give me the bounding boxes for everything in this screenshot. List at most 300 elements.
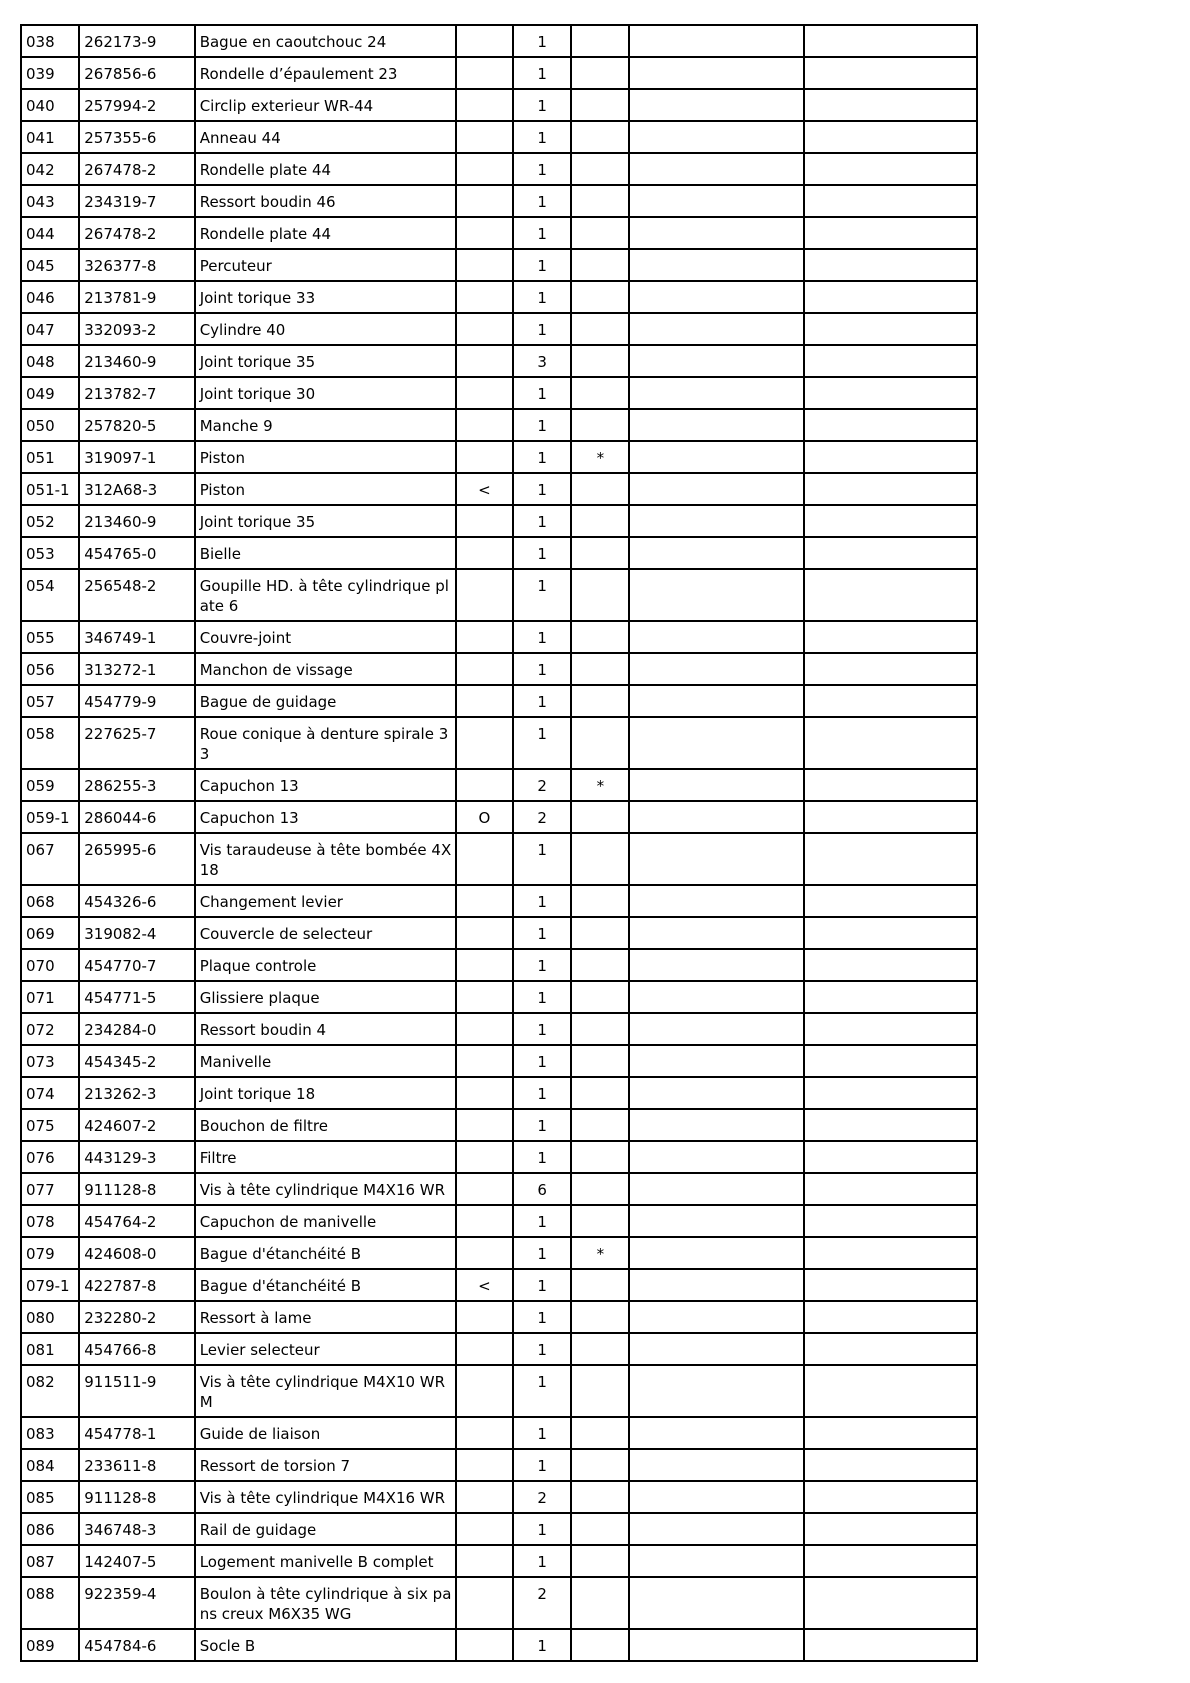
description-cell: Cylindre 40: [195, 313, 456, 345]
table-row: [21, 1141, 977, 1173]
empty-cell: [629, 537, 804, 569]
item-number-cell: 049: [21, 377, 79, 409]
quantity-cell: 1: [513, 1301, 571, 1333]
option-mark-cell: [456, 313, 513, 345]
item-number-cell: 086: [21, 1513, 79, 1545]
option-mark-cell: [456, 409, 513, 441]
option-mark-cell: [456, 505, 513, 537]
item-number-cell: 078: [21, 1205, 79, 1237]
note-mark-cell: [571, 981, 629, 1013]
quantity-cell: 2: [513, 801, 571, 833]
part-number-cell: 286044-6: [79, 801, 194, 833]
part-number-cell: 213460-9: [79, 345, 194, 377]
part-number-cell: 454764-2: [79, 1205, 194, 1237]
item-number-cell: 042: [21, 153, 79, 185]
part-number-cell: 319082-4: [79, 917, 194, 949]
description-cell: Couvercle de selecteur: [195, 917, 456, 949]
note-mark-cell: *: [571, 441, 629, 473]
item-number-cell: 044: [21, 217, 79, 249]
empty-cell: [804, 885, 977, 917]
note-mark-cell: *: [571, 1237, 629, 1269]
quantity-cell: 1: [513, 377, 571, 409]
description-cell: Logement manivelle B complet: [195, 1545, 456, 1577]
empty-cell: [629, 313, 804, 345]
part-number-cell: 142407-5: [79, 1545, 194, 1577]
note-mark-cell: [571, 57, 629, 89]
item-number-cell: 046: [21, 281, 79, 313]
description-cell: Joint torique 18: [195, 1077, 456, 1109]
empty-cell: [629, 1449, 804, 1481]
item-number-cell: 069: [21, 917, 79, 949]
option-mark-cell: [456, 121, 513, 153]
quantity-cell: 6: [513, 1173, 571, 1205]
description-cell: Capuchon 13: [195, 769, 456, 801]
empty-cell: [629, 1205, 804, 1237]
quantity-cell: 1: [513, 949, 571, 981]
table-row: [21, 89, 977, 121]
part-number-cell: 267478-2: [79, 217, 194, 249]
option-mark-cell: [456, 949, 513, 981]
table-row: [21, 1301, 977, 1333]
table-row: [21, 473, 977, 505]
table-row: [21, 685, 977, 717]
empty-cell: [629, 217, 804, 249]
empty-cell: [629, 1077, 804, 1109]
empty-cell: [629, 1237, 804, 1269]
table-row: [21, 981, 977, 1013]
empty-cell: [804, 981, 977, 1013]
quantity-cell: 1: [513, 1417, 571, 1449]
empty-cell: [804, 1449, 977, 1481]
empty-cell: [804, 313, 977, 345]
table-row: [21, 917, 977, 949]
quantity-cell: 1: [513, 121, 571, 153]
quantity-cell: 1: [513, 1109, 571, 1141]
empty-cell: [804, 249, 977, 281]
table-row: [21, 717, 977, 769]
table-row: [21, 1449, 977, 1481]
part-number-cell: 424607-2: [79, 1109, 194, 1141]
part-number-cell: 227625-7: [79, 717, 194, 769]
empty-cell: [629, 377, 804, 409]
empty-cell: [629, 949, 804, 981]
empty-cell: [804, 121, 977, 153]
table-row: [21, 1629, 977, 1661]
option-mark-cell: [456, 1365, 513, 1417]
item-number-cell: 056: [21, 653, 79, 685]
option-mark-cell: [456, 1449, 513, 1481]
option-mark-cell: [456, 833, 513, 885]
note-mark-cell: [571, 1449, 629, 1481]
part-number-cell: 911128-8: [79, 1173, 194, 1205]
option-mark-cell: [456, 1333, 513, 1365]
part-number-cell: 256548-2: [79, 569, 194, 621]
item-number-cell: 084: [21, 1449, 79, 1481]
description-cell: Percuteur: [195, 249, 456, 281]
note-mark-cell: *: [571, 769, 629, 801]
note-mark-cell: [571, 153, 629, 185]
note-mark-cell: [571, 537, 629, 569]
option-mark-cell: [456, 217, 513, 249]
table-row: [21, 1545, 977, 1577]
table-row: [21, 121, 977, 153]
empty-cell: [804, 281, 977, 313]
description-cell: Capuchon 13: [195, 801, 456, 833]
empty-cell: [804, 949, 977, 981]
empty-cell: [629, 25, 804, 57]
empty-cell: [629, 569, 804, 621]
note-mark-cell: [571, 949, 629, 981]
item-number-cell: 083: [21, 1417, 79, 1449]
table-row: [21, 949, 977, 981]
item-number-cell: 050: [21, 409, 79, 441]
option-mark-cell: [456, 1045, 513, 1077]
part-number-cell: 454779-9: [79, 685, 194, 717]
table-row: [21, 1417, 977, 1449]
empty-cell: [804, 1237, 977, 1269]
empty-cell: [804, 621, 977, 653]
quantity-cell: 1: [513, 505, 571, 537]
empty-cell: [804, 917, 977, 949]
description-cell: Bague en caoutchouc 24: [195, 25, 456, 57]
empty-cell: [629, 473, 804, 505]
part-number-cell: 319097-1: [79, 441, 194, 473]
quantity-cell: 1: [513, 57, 571, 89]
note-mark-cell: [571, 473, 629, 505]
part-number-cell: 332093-2: [79, 313, 194, 345]
part-number-cell: 454784-6: [79, 1629, 194, 1661]
description-cell: Ressort de torsion 7: [195, 1449, 456, 1481]
part-number-cell: 213782-7: [79, 377, 194, 409]
table-row: [21, 1481, 977, 1513]
option-mark-cell: [456, 621, 513, 653]
quantity-cell: 1: [513, 25, 571, 57]
part-number-cell: 326377-8: [79, 249, 194, 281]
quantity-cell: 1: [513, 1077, 571, 1109]
empty-cell: [629, 249, 804, 281]
quantity-cell: 1: [513, 153, 571, 185]
option-mark-cell: [456, 769, 513, 801]
empty-cell: [629, 1301, 804, 1333]
note-mark-cell: [571, 1545, 629, 1577]
quantity-cell: 1: [513, 217, 571, 249]
quantity-cell: 1: [513, 185, 571, 217]
description-cell: Manche 9: [195, 409, 456, 441]
note-mark-cell: [571, 1045, 629, 1077]
part-number-cell: 454765-0: [79, 537, 194, 569]
empty-cell: [804, 473, 977, 505]
option-mark-cell: <: [456, 473, 513, 505]
item-number-cell: 087: [21, 1545, 79, 1577]
empty-cell: [804, 1577, 977, 1629]
description-cell: Vis à tête cylindrique M4X16 WR: [195, 1481, 456, 1513]
description-cell: Boulon à tête cylindrique à six pans creux M6X35 WG: [195, 1577, 456, 1629]
note-mark-cell: [571, 185, 629, 217]
part-number-cell: 257355-6: [79, 121, 194, 153]
option-mark-cell: [456, 717, 513, 769]
note-mark-cell: [571, 1205, 629, 1237]
table-row: [21, 249, 977, 281]
table-row: [21, 621, 977, 653]
part-number-cell: 267478-2: [79, 153, 194, 185]
empty-cell: [629, 685, 804, 717]
empty-cell: [804, 1513, 977, 1545]
description-cell: Vis à tête cylindrique M4X16 WR: [195, 1173, 456, 1205]
empty-cell: [629, 981, 804, 1013]
part-number-cell: 312A68-3: [79, 473, 194, 505]
note-mark-cell: [571, 1077, 629, 1109]
table-row: [21, 313, 977, 345]
option-mark-cell: [456, 1237, 513, 1269]
option-mark-cell: [456, 981, 513, 1013]
part-number-cell: 262173-9: [79, 25, 194, 57]
quantity-cell: 1: [513, 917, 571, 949]
item-number-cell: 051: [21, 441, 79, 473]
quantity-cell: 1: [513, 1205, 571, 1237]
description-cell: Guide de liaison: [195, 1417, 456, 1449]
empty-cell: [629, 653, 804, 685]
quantity-cell: 1: [513, 249, 571, 281]
note-mark-cell: [571, 409, 629, 441]
quantity-cell: 1: [513, 1269, 571, 1301]
quantity-cell: 1: [513, 89, 571, 121]
part-number-cell: 267856-6: [79, 57, 194, 89]
empty-cell: [804, 1109, 977, 1141]
note-mark-cell: [571, 1365, 629, 1417]
quantity-cell: 1: [513, 473, 571, 505]
table-row: [21, 25, 977, 57]
item-number-cell: 075: [21, 1109, 79, 1141]
part-number-cell: 454770-7: [79, 949, 194, 981]
note-mark-cell: [571, 1301, 629, 1333]
item-number-cell: 079: [21, 1237, 79, 1269]
description-cell: Changement levier: [195, 885, 456, 917]
table-row: [21, 885, 977, 917]
item-number-cell: 039: [21, 57, 79, 89]
option-mark-cell: <: [456, 1269, 513, 1301]
description-cell: Bague de guidage: [195, 685, 456, 717]
option-mark-cell: [456, 653, 513, 685]
item-number-cell: 040: [21, 89, 79, 121]
note-mark-cell: [571, 1333, 629, 1365]
quantity-cell: 3: [513, 345, 571, 377]
part-number-cell: 213262-3: [79, 1077, 194, 1109]
quantity-cell: 2: [513, 1481, 571, 1513]
note-mark-cell: [571, 833, 629, 885]
quantity-cell: 1: [513, 885, 571, 917]
table-row: [21, 569, 977, 621]
part-number-cell: 257994-2: [79, 89, 194, 121]
quantity-cell: 1: [513, 1013, 571, 1045]
part-number-cell: 286255-3: [79, 769, 194, 801]
item-number-cell: 048: [21, 345, 79, 377]
table-row: [21, 1237, 977, 1269]
quantity-cell: 1: [513, 1629, 571, 1661]
option-mark-cell: [456, 377, 513, 409]
empty-cell: [629, 1577, 804, 1629]
empty-cell: [804, 89, 977, 121]
description-cell: Joint torique 33: [195, 281, 456, 313]
item-number-cell: 080: [21, 1301, 79, 1333]
empty-cell: [629, 1513, 804, 1545]
note-mark-cell: [571, 621, 629, 653]
option-mark-cell: [456, 1173, 513, 1205]
empty-cell: [629, 409, 804, 441]
quantity-cell: 1: [513, 717, 571, 769]
table-row: [21, 653, 977, 685]
description-cell: Anneau 44: [195, 121, 456, 153]
empty-cell: [804, 1173, 977, 1205]
description-cell: Filtre: [195, 1141, 456, 1173]
description-cell: Rondelle plate 44: [195, 153, 456, 185]
empty-cell: [629, 621, 804, 653]
empty-cell: [629, 1481, 804, 1513]
empty-cell: [804, 769, 977, 801]
item-number-cell: 038: [21, 25, 79, 57]
part-number-cell: 422787-8: [79, 1269, 194, 1301]
table-row: [21, 801, 977, 833]
empty-cell: [629, 1045, 804, 1077]
note-mark-cell: [571, 217, 629, 249]
description-cell: Plaque controle: [195, 949, 456, 981]
table-row: [21, 505, 977, 537]
empty-cell: [629, 885, 804, 917]
empty-cell: [629, 1173, 804, 1205]
part-number-cell: 454778-1: [79, 1417, 194, 1449]
part-number-cell: 911128-8: [79, 1481, 194, 1513]
table-row: [21, 833, 977, 885]
description-cell: Joint torique 35: [195, 505, 456, 537]
note-mark-cell: [571, 1269, 629, 1301]
option-mark-cell: [456, 1577, 513, 1629]
item-number-cell: 076: [21, 1141, 79, 1173]
note-mark-cell: [571, 801, 629, 833]
item-number-cell: 073: [21, 1045, 79, 1077]
quantity-cell: 1: [513, 441, 571, 473]
part-number-cell: 346749-1: [79, 621, 194, 653]
table-row: [21, 57, 977, 89]
empty-cell: [804, 653, 977, 685]
empty-cell: [804, 1269, 977, 1301]
part-number-cell: 213460-9: [79, 505, 194, 537]
option-mark-cell: [456, 885, 513, 917]
table-row: [21, 1013, 977, 1045]
quantity-cell: 1: [513, 569, 571, 621]
option-mark-cell: [456, 185, 513, 217]
option-mark-cell: [456, 1513, 513, 1545]
part-number-cell: 922359-4: [79, 1577, 194, 1629]
empty-cell: [804, 1417, 977, 1449]
option-mark-cell: [456, 25, 513, 57]
empty-cell: [804, 1365, 977, 1417]
empty-cell: [804, 57, 977, 89]
item-number-cell: 070: [21, 949, 79, 981]
quantity-cell: 1: [513, 1045, 571, 1077]
option-mark-cell: [456, 537, 513, 569]
description-cell: Joint torique 30: [195, 377, 456, 409]
note-mark-cell: [571, 313, 629, 345]
empty-cell: [629, 505, 804, 537]
description-cell: Manivelle: [195, 1045, 456, 1077]
table-row: [21, 377, 977, 409]
part-number-cell: 454326-6: [79, 885, 194, 917]
description-cell: Socle B: [195, 1629, 456, 1661]
option-mark-cell: [456, 153, 513, 185]
table-row: [21, 1045, 977, 1077]
description-cell: Vis à tête cylindrique M4X10 WRM: [195, 1365, 456, 1417]
empty-cell: [804, 377, 977, 409]
description-cell: Couvre-joint: [195, 621, 456, 653]
quantity-cell: 2: [513, 769, 571, 801]
note-mark-cell: [571, 25, 629, 57]
table-row: [21, 1173, 977, 1205]
empty-cell: [629, 1013, 804, 1045]
description-cell: Rondelle plate 44: [195, 217, 456, 249]
option-mark-cell: [456, 249, 513, 281]
description-cell: Levier selecteur: [195, 1333, 456, 1365]
item-number-cell: 088: [21, 1577, 79, 1629]
parts-list-body: [21, 25, 977, 1661]
description-cell: Bouchon de filtre: [195, 1109, 456, 1141]
empty-cell: [804, 505, 977, 537]
note-mark-cell: [571, 885, 629, 917]
note-mark-cell: [571, 917, 629, 949]
note-mark-cell: [571, 569, 629, 621]
part-number-cell: 213781-9: [79, 281, 194, 313]
description-cell: Ressort boudin 46: [195, 185, 456, 217]
option-mark-cell: O: [456, 801, 513, 833]
empty-cell: [629, 1365, 804, 1417]
item-number-cell: 079-1: [21, 1269, 79, 1301]
table-row: [21, 217, 977, 249]
note-mark-cell: [571, 505, 629, 537]
empty-cell: [804, 717, 977, 769]
table-row: [21, 1333, 977, 1365]
option-mark-cell: [456, 345, 513, 377]
note-mark-cell: [571, 1013, 629, 1045]
description-cell: Manchon de vissage: [195, 653, 456, 685]
description-cell: Ressort boudin 4: [195, 1013, 456, 1045]
note-mark-cell: [571, 1481, 629, 1513]
item-number-cell: 058: [21, 717, 79, 769]
part-number-cell: 454771-5: [79, 981, 194, 1013]
empty-cell: [629, 1629, 804, 1661]
quantity-cell: 1: [513, 1333, 571, 1365]
quantity-cell: 1: [513, 537, 571, 569]
part-number-cell: 313272-1: [79, 653, 194, 685]
empty-cell: [629, 717, 804, 769]
option-mark-cell: [456, 281, 513, 313]
description-cell: Ressort à lame: [195, 1301, 456, 1333]
part-number-cell: 443129-3: [79, 1141, 194, 1173]
quantity-cell: 1: [513, 1141, 571, 1173]
item-number-cell: 085: [21, 1481, 79, 1513]
quantity-cell: 1: [513, 313, 571, 345]
item-number-cell: 059: [21, 769, 79, 801]
item-number-cell: 072: [21, 1013, 79, 1045]
part-number-cell: 234284-0: [79, 1013, 194, 1045]
empty-cell: [804, 1077, 977, 1109]
empty-cell: [804, 685, 977, 717]
empty-cell: [804, 569, 977, 621]
option-mark-cell: [456, 569, 513, 621]
part-number-cell: 346748-3: [79, 1513, 194, 1545]
empty-cell: [629, 917, 804, 949]
table-row: [21, 409, 977, 441]
empty-cell: [804, 1333, 977, 1365]
empty-cell: [804, 537, 977, 569]
table-row: [21, 1077, 977, 1109]
